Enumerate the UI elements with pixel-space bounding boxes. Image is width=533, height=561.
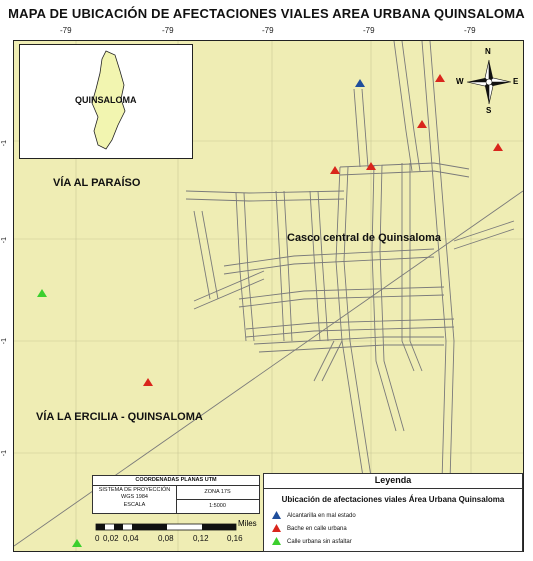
inset-locator-map: [19, 44, 193, 159]
grid-tick-left: -1: [1, 450, 8, 457]
grid-tick-top: -79: [363, 26, 375, 35]
bache-marker: [330, 166, 340, 174]
label-via-paraiso: VÍA AL PARAÍSO: [53, 177, 141, 189]
west-letter: W: [456, 77, 464, 86]
coord-title: COORDENADAS PLANAS UTM: [135, 477, 217, 483]
scale-text-label: ESCALA: [123, 502, 146, 508]
east-letter: E: [513, 77, 519, 86]
alcantarilla-marker: [355, 79, 365, 87]
sin-asfaltar-marker: [37, 289, 47, 297]
zone-label: ZONA 17S: [204, 489, 231, 495]
bache-marker: [435, 74, 445, 82]
projection-system-label: SISTEMA DE PROYECCIÓN: [98, 487, 171, 493]
legend: [263, 473, 523, 552]
south-letter: S: [486, 106, 492, 115]
coordinate-info-box: [92, 475, 260, 514]
map-title: MAPA DE UBICACIÓN DE AFECTACIONES VIALES AREA URBANA QUINSALOMA: [8, 6, 525, 21]
scale-tick-label: 0,12: [193, 534, 209, 543]
bache-marker: [417, 120, 427, 128]
datum-label: WGS 1984: [121, 494, 148, 500]
scale-tick-label: 0,02: [103, 534, 119, 543]
grid-tick-left: -1: [1, 338, 8, 345]
grid-tick-top: -79: [60, 26, 72, 35]
grid-tick-top: -79: [262, 26, 274, 35]
legend-item: Alcantarilla en mal estado: [272, 511, 356, 521]
scale-unit: Miles: [238, 519, 257, 528]
legend-item: Calle urbana sin asfaltar: [272, 537, 352, 547]
grid-tick-top: -79: [162, 26, 174, 35]
grid-tick-left: -1: [1, 237, 8, 244]
legend-subtitle: Ubicación de afectaciones viales Área Urbana Quinsaloma: [281, 495, 505, 504]
legend-item: Bache en calle urbana: [272, 524, 347, 534]
scale-bar-graphic: [92, 521, 260, 535]
legend-title: Leyenda: [374, 475, 412, 485]
north-letter: N: [485, 47, 491, 56]
bache-marker: [493, 143, 503, 151]
scale-tick-label: 0,08: [158, 534, 174, 543]
triangle-icon: [272, 524, 281, 534]
scale-tick-label: 0,16: [227, 534, 243, 543]
scale-value-label: 1:5000: [209, 503, 226, 509]
scale-bar: [92, 519, 260, 547]
triangle-icon: [272, 537, 281, 547]
label-via-ercilia: VÍA LA ERCILIA - QUINSALOMA: [36, 411, 203, 423]
triangle-icon: [272, 511, 281, 521]
north-arrow: [455, 48, 523, 116]
grid-tick-left: -1: [1, 140, 8, 147]
inset-label: QUINSALOMA: [75, 95, 137, 105]
scale-tick-label: 0: [95, 534, 100, 543]
scale-tick-label: 0,04: [123, 534, 139, 543]
label-casco-central: Casco central de Quinsaloma: [287, 232, 442, 244]
sin-asfaltar-marker: [72, 539, 82, 547]
bache-marker: [143, 378, 153, 386]
grid-tick-top: -79: [464, 26, 476, 35]
